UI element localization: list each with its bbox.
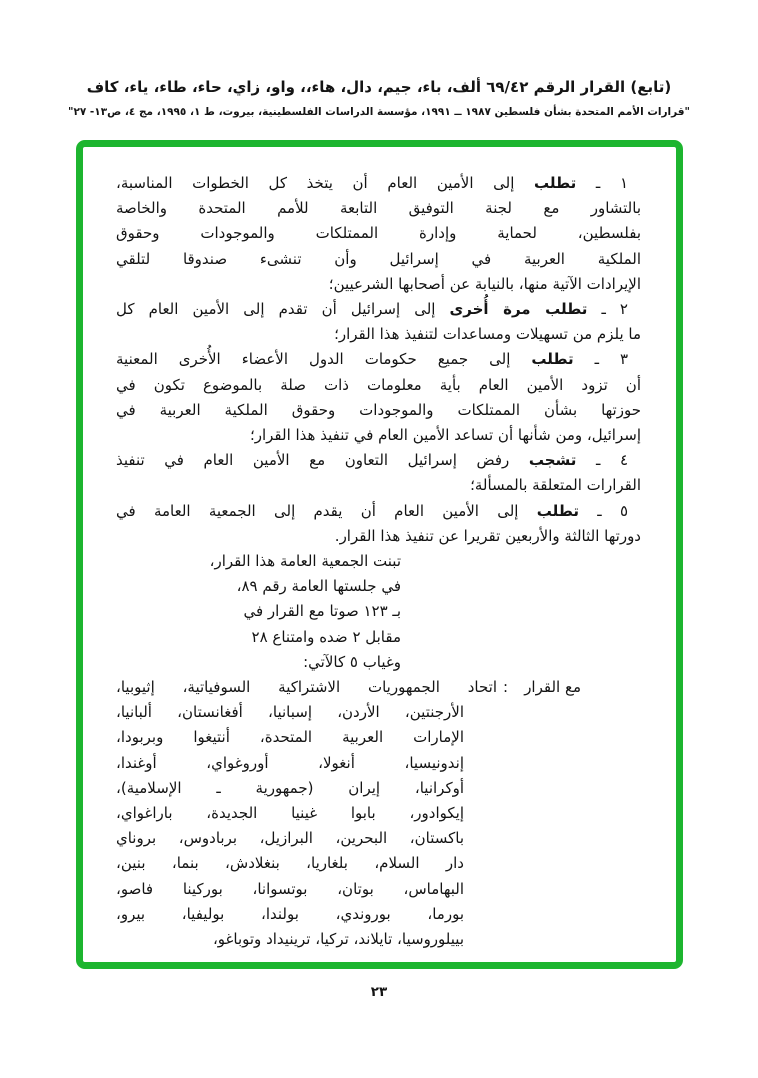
paragraph-number: ٥ ـ xyxy=(579,501,628,520)
paragraph-line xyxy=(116,448,641,473)
paragraph-line-text: بالتشاور مع لجنة التوفيق التابعة للأمم المتحدة والخاصة xyxy=(116,199,641,218)
paragraph-number: ٢ ـ xyxy=(587,300,628,319)
document-header xyxy=(0,76,758,120)
paragraph-line-text: دورتها الثالثة والأربعين تقريرا عن تنفيذ هذا القرار. xyxy=(334,526,641,545)
country-list-line: الإمارات العربية المتحدة، أنتيغوا وبربودا، xyxy=(116,728,464,747)
country-list-line: باكستان، البحرين، البرازيل، بربادوس، بروناي xyxy=(116,829,464,848)
paragraph-line xyxy=(116,524,641,549)
country-list xyxy=(116,700,641,952)
source-citation: "قرارات الأمم المتحدة بشأن فلسطين ١٩٨٧ ــ ١٩٩١، مؤسسة الدراسات الفلسطينية، بيروت، ط ١، ١٩٩٥، مج ٤، ص١٣- ٢٧" xyxy=(67,106,691,118)
operative-paragraphs xyxy=(116,171,641,549)
paragraph-line xyxy=(116,373,641,398)
country-list-line: بييلوروسيا، تايلاند، تركيا، ترينيداد وتوباغو، xyxy=(212,930,464,949)
vote-tally-line: في جلستها العامة رقم ٨٩، xyxy=(236,577,401,596)
paragraph-line xyxy=(116,423,641,448)
paragraph-line-text: إلى الأمين العام أن يقدم إلى الجمعية العامة في xyxy=(116,501,537,520)
paragraph-line-text: إلى الأمين العام أن يتخذ كل الخطوات المناسبة، xyxy=(116,174,535,192)
operative-verb: تطلب xyxy=(531,350,574,369)
vote-tally-line: بـ ١٢٣ صوتا مع القرار في xyxy=(243,602,401,621)
paragraph-line xyxy=(116,473,641,498)
country-list-line: إيكوادور، بابوا غينيا الجديدة، باراغواي، xyxy=(116,804,464,823)
vote-tally-line: تبنت الجمعية العامة هذا القرار، xyxy=(209,552,401,571)
page-number: ٢٣ xyxy=(370,984,388,1000)
vote-side-label-text: مع القرار xyxy=(524,678,581,697)
paragraph-number: ٤ ـ xyxy=(576,451,628,470)
vote-side-label xyxy=(503,675,581,700)
paragraph-line xyxy=(116,347,641,372)
operative-verb: تطلب xyxy=(536,501,579,520)
paragraph-line-text: إلى جميع حكومات الدول الأعضاء الأُخرى المعنية xyxy=(116,350,532,369)
vote-tally-line: وغياب ٥ كالآتي: xyxy=(303,652,401,671)
paragraph-line xyxy=(116,196,641,221)
resolution-text xyxy=(83,147,676,952)
paragraph-line-text: ما يلزم من تسهيلات ومساعدات لتنفيذ هذا القرار؛ xyxy=(334,325,641,344)
paragraph-line-text: القرارات المتعلقة بالمسألة؛ xyxy=(470,476,641,495)
paragraph-line-text: رفض إسرائيل التعاون مع الأمين العام في تنفيذ xyxy=(116,451,529,470)
paragraph-line-text: حوزتها بشأن الممتلكات والموجودات وحقوق الملكية العربية في xyxy=(116,400,641,419)
vote-tally-line: مقابل ٢ ضده وامتناع ٢٨ xyxy=(251,627,401,646)
country-list-line: دار السلام، بلغاريا، بنغلادش، بنما، بنين، xyxy=(116,854,464,873)
country-list-line: إندونيسيا، أنغولا، أوروغواي، أوغندا، xyxy=(116,753,464,772)
country-list-line: اتحاد الجمهوريات الاشتراكية السوفياتية، إثيوبيا، xyxy=(116,678,497,697)
paragraph-line xyxy=(116,171,641,196)
paragraph-line-text: الإيرادات الآتية منها، بالنيابة عن أصحابها الشرعيين؛ xyxy=(328,274,641,293)
paragraph-line xyxy=(116,297,641,322)
country-list-line: البهاماس، بوتان، بوتسوانا، بوركينا فاصو، xyxy=(116,879,464,898)
vote-tally-note xyxy=(211,549,401,675)
operative-verb: تطلب xyxy=(534,174,577,192)
vote-for-row xyxy=(116,675,581,700)
resolution-title: (تابع) القرار الرقم ٦٩/٤٢ ألف، باء، جيم، دال، هاء،، واو، زاي، حاء، طاء، ياء، كاف xyxy=(86,78,672,96)
operative-verb: تطلب مرة أُخرى xyxy=(449,300,588,319)
operative-verb: تشجب xyxy=(528,451,577,470)
paragraph-line xyxy=(116,221,641,246)
paragraph-line xyxy=(116,272,641,297)
country-list-line: الأرجنتين، الأردن، إسبانيا، أفغانستان، ألبانيا، xyxy=(116,703,464,722)
paragraph-line xyxy=(116,247,641,272)
country-list-line: بورما، بوروندي، بولندا، بوليفيا، بيرو، xyxy=(116,904,464,923)
paragraph-line-text: الملكية العربية في إسرائيل وأن تنشىء صندوقا لتلقي xyxy=(116,249,641,268)
paragraph-number: ١ ـ xyxy=(576,174,629,192)
paragraph-line-text: أن تزود الأمين العام بأية معلومات ذات صلة بالموضوع تكون في xyxy=(116,375,641,394)
resolution-green-box xyxy=(76,140,683,969)
label-colon: : xyxy=(503,678,509,697)
country-list-line: أوكرانيا، إيران (جمهورية ـ الإسلامية)، xyxy=(116,778,464,797)
paragraph-line xyxy=(116,398,641,423)
paragraph-line-text: بفلسطين، لحماية وإدارة الممتلكات والموجودات وحقوق xyxy=(116,224,641,243)
paragraph-line xyxy=(116,322,641,347)
paragraph-line xyxy=(116,499,641,524)
paragraph-number: ٣ ـ xyxy=(573,350,628,369)
paragraph-line-text: إلى إسرائيل أن تقدم إلى الأمين العام كل xyxy=(116,300,450,319)
paragraph-line-text: إسرائيل، ومن شأنها أن تساعد الأمين العام في تنفيذ هذا القرار؛ xyxy=(249,426,641,445)
